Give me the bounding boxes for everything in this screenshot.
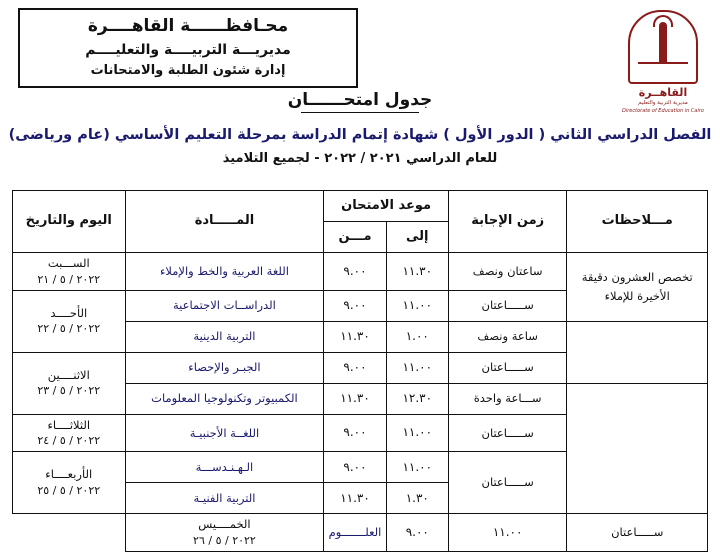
- table-row: [13, 253, 708, 291]
- time-to-cell: ١١.٠٠: [448, 514, 567, 552]
- logo-minaret-icon: [659, 22, 667, 62]
- schedule-table-wrapper: [12, 190, 708, 552]
- time-from-cell: ١١.٣٠: [324, 321, 386, 352]
- governorate-line: محـافظــــــة القاهــــرة: [87, 16, 289, 36]
- duration-cell: ســـــاعتان: [448, 290, 567, 321]
- logo-frame-icon: [628, 10, 698, 84]
- department-line: إدارة شئون الطلبة والامتحانات: [90, 62, 286, 78]
- day-date-cell: [13, 290, 126, 352]
- time-from-cell: ٩.٠٠: [324, 253, 386, 291]
- time-from-cell: ٩.٠٠: [324, 290, 386, 321]
- time-to-cell: ١١.٠٠: [386, 414, 448, 452]
- day-date-cell: [13, 253, 126, 291]
- time-to-cell: ١١.٠٠: [386, 290, 448, 321]
- notes-cell-empty: [567, 383, 708, 514]
- day-date-cell: [13, 414, 126, 452]
- duration-cell: ســـــاعتان: [448, 414, 567, 452]
- table-row: [13, 514, 708, 552]
- header-from: مـــن: [324, 222, 386, 253]
- subject-cell: التربية الفنيـة: [125, 483, 324, 514]
- duration-cell: ســـــاعتان: [567, 514, 708, 552]
- time-to-cell: ١١.٠٠: [386, 352, 448, 383]
- header-notes: مـــلاحظات: [567, 191, 708, 253]
- header-subject: المـــــادة: [125, 191, 324, 253]
- header-duration: زمن الإجابة: [448, 191, 567, 253]
- time-from-cell: ٩.٠٠: [324, 414, 386, 452]
- page-title: [0, 90, 720, 110]
- time-from-cell: ١١.٣٠: [324, 383, 386, 414]
- subject-cell: الـهـنـدســـة: [125, 452, 324, 483]
- time-from-cell: ٩.٠٠: [324, 352, 386, 383]
- time-from-cell: ٩.٠٠: [324, 452, 386, 483]
- subject-cell: الكمبيوتر وتكنولوجيا المعلومات: [125, 383, 324, 414]
- day-date-cell: [13, 352, 126, 414]
- directorate-line: مديريـــة التربيــــة والتعليــــم: [85, 41, 291, 58]
- day-name: الاثنــــين: [47, 367, 90, 382]
- day-name: الأحــــد: [50, 305, 88, 320]
- subject-cell: العلـــــــوم: [324, 514, 386, 552]
- time-from-cell: ١١.٣٠: [324, 483, 386, 514]
- day-date-cell: [13, 452, 126, 514]
- time-to-cell: ١١.٠٠: [386, 452, 448, 483]
- time-to-cell: ١.٠٠: [386, 321, 448, 352]
- logo-caption-en: Directorate of Education in Cairo: [622, 107, 704, 114]
- day-date-cell: [125, 514, 324, 552]
- day-date: ٢٠٢٢ / ٥ / ٢١: [37, 272, 101, 286]
- title-underline: [301, 112, 419, 113]
- subject-cell: الدراســات الاجتماعية: [125, 290, 324, 321]
- day-date: ٢٠٢٢ / ٥ / ٢٢: [37, 322, 101, 336]
- notes-cell-empty: [567, 321, 708, 383]
- day-date: ٢٠٢٢ / ٥ / ٢٥: [37, 484, 101, 498]
- day-date: ٢٠٢٢ / ٥ / ٢٣: [37, 384, 101, 398]
- header-day-date: اليوم والتاريخ: [13, 191, 126, 253]
- day-name: الأربعــــاء: [45, 467, 93, 482]
- day-name: الســـبت: [47, 256, 90, 270]
- governorate-header-box: [18, 8, 358, 88]
- subtitle-line-2: للعام الدراسي ٢٠٢١ / ٢٠٢٢ - لجميع التلاميذ: [222, 150, 498, 166]
- logo-base-icon: [638, 62, 688, 76]
- schedule-table-body: [13, 253, 708, 552]
- document-header: [0, 0, 720, 166]
- logo-caption-sub: مديرية التربية والتعليم: [638, 100, 688, 106]
- subject-cell: اللغــة الأجنبيـة: [125, 414, 324, 452]
- logo-caption-ar: القاهــرة: [638, 86, 688, 99]
- duration-cell: ساعتان ونصف: [448, 253, 567, 291]
- day-date: ٢٠٢٢ / ٥ / ٢٤: [37, 434, 101, 448]
- time-to-cell: ١٢.٣٠: [386, 383, 448, 414]
- duration-cell: ساعة ونصف: [448, 321, 567, 352]
- time-to-cell: ١.٣٠: [386, 483, 448, 514]
- duration-cell: ســـاعة واحدة: [448, 383, 567, 414]
- duration-cell: ســـــاعتان: [448, 352, 567, 383]
- subject-cell: التربية الدينية: [125, 321, 324, 352]
- exam-schedule-table: [12, 190, 708, 552]
- day-name: الخمــــيس: [198, 517, 251, 532]
- day-name: الثلاثــــاء: [47, 417, 91, 432]
- header-exam-time: موعد الامتحان: [324, 191, 449, 222]
- time-from-cell: ٩.٠٠: [386, 514, 448, 552]
- subject-cell: اللغة العربية والخط والإملاء: [125, 253, 324, 291]
- duration-cell: ســـــاعتان: [448, 452, 567, 514]
- document-subtitle: [0, 124, 720, 169]
- page-title-text: جدول امتحــــــان: [287, 90, 433, 110]
- time-to-cell: ١١.٣٠: [386, 253, 448, 291]
- subtitle-line-1: الفصل الدراسي الثاني ( الدور الأول ) شهادة إتمام الدراسة بمرحلة التعليم الأساسي (عام ورياضى): [8, 127, 712, 143]
- header-to: إلى: [386, 222, 448, 253]
- day-date: ٢٠٢٢ / ٥ / ٢٦: [193, 533, 256, 547]
- table-header-row-1: [13, 191, 708, 222]
- subject-cell: الجبـر والإحصاء: [125, 352, 324, 383]
- notes-cell: تخصص العشرون دقيقة الأخيرة للإملاء: [567, 253, 708, 322]
